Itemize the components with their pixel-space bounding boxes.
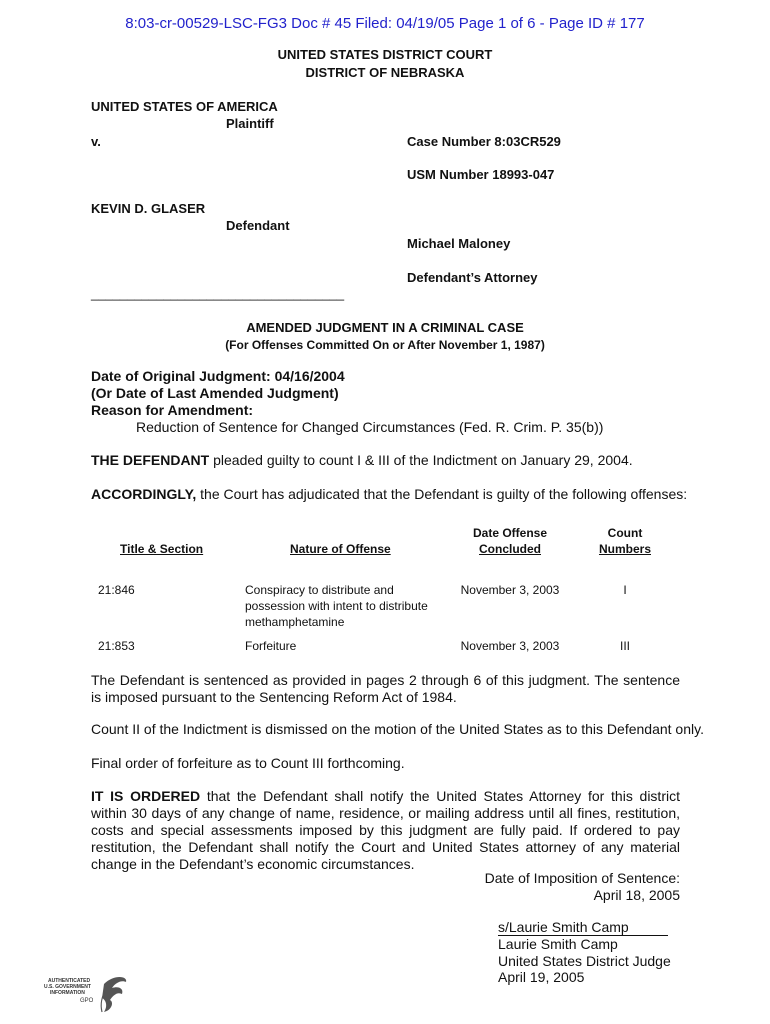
row-date: November 3, 2003 xyxy=(460,639,560,653)
defendant-role: Defendant xyxy=(226,218,290,233)
electronic-signature: s/Laurie Smith Camp xyxy=(498,919,668,936)
dismissed-paragraph: Count II of the Indictment is dismissed on the motion of the United States as to this Defendant only. xyxy=(91,721,704,737)
ecf-header: 8:03-cr-00529-LSC-FG3 Doc # 45 Filed: 04/19/05 Page 1 of 6 - Page ID # 177 xyxy=(125,15,645,32)
judge-name: Laurie Smith Camp xyxy=(498,936,618,952)
caption-rule: ___________________________________ xyxy=(91,286,345,301)
case-number: Case Number 8:03CR529 xyxy=(407,134,561,149)
attorney-role: Defendant’s Attorney xyxy=(407,270,538,285)
judgment-title: AMENDED JUDGMENT IN A CRIMINAL CASE xyxy=(246,320,524,335)
row-title-section: 21:846 xyxy=(98,583,135,597)
attorney-name: Michael Maloney xyxy=(407,236,511,251)
ordered-lead: IT IS ORDERED xyxy=(91,788,201,804)
plea-text: pleaded guilty to count I & III of the Indictment on January 29, 2004. xyxy=(209,452,633,468)
ordered-text: that the Defendant shall notify the United States Attorney for this district within 30 days of any change of name, residence, or mailing address until all fines, restitution, costs and special assessments imposed by this judgment are fully paid. If ordered to pay restitution, the Defendant shall notify the Court and United States attorney of any material change in the Defendant’s economic circumstances. xyxy=(91,788,680,872)
court-district: DISTRICT OF NEBRASKA xyxy=(305,65,465,80)
seal-line2: U.S. GOVERNMENT xyxy=(44,984,91,990)
ordered-paragraph xyxy=(91,788,680,873)
row-nature: Conspiracy to distribute and possession with intent to distribute methamphetamine xyxy=(245,583,428,629)
imposition-label: Date of Imposition of Sentence: xyxy=(484,870,680,886)
forfeiture-paragraph: Final order of forfeiture as to Count III forthcoming. xyxy=(91,755,405,771)
reason-label: Reason for Amendment: xyxy=(91,402,254,418)
header-count-line2: Numbers xyxy=(598,542,651,556)
reason-text: Reduction of Sentence for Changed Circumstances (Fed. R. Crim. P. 35(b)) xyxy=(136,419,604,435)
header-title-section: Title & Section xyxy=(120,542,204,556)
original-judgment-date: Date of Original Judgment: 04/16/2004 xyxy=(91,368,345,384)
row-nature: Forfeiture xyxy=(245,639,297,653)
row-count: III xyxy=(619,639,630,653)
row-date: November 3, 2003 xyxy=(460,583,560,597)
accordingly-lead: ACCORDINGLY, xyxy=(91,486,197,502)
plaintiff-name: UNITED STATES OF AMERICA xyxy=(91,99,278,114)
seal-line3: INFORMATION xyxy=(50,990,85,996)
header-nature: Nature of Offense xyxy=(290,542,391,556)
header-count-line1: Count xyxy=(607,526,643,540)
last-amended-judgment: (Or Date of Last Amended Judgment) xyxy=(91,385,339,401)
defendant-name: KEVIN D. GLASER xyxy=(91,201,206,216)
gpo-authentication-seal xyxy=(44,972,134,1016)
judgment-subtitle: (For Offenses Committed On or After November 1, 1987) xyxy=(225,338,545,352)
accordingly-paragraph xyxy=(91,486,687,502)
row-title-section: 21:853 xyxy=(98,639,135,653)
plea-paragraph xyxy=(91,452,633,468)
row-count: I xyxy=(623,583,627,597)
header-date-line2: Concluded xyxy=(479,542,541,556)
imposition-date: April 18, 2005 xyxy=(593,887,680,903)
usm-number: USM Number 18993-047 xyxy=(407,167,555,182)
versus: v. xyxy=(91,134,101,149)
judge-title: United States District Judge xyxy=(498,953,671,969)
sentenced-paragraph: The Defendant is sentenced as provided in pages 2 through 6 of this judgment. The sentence is imposed pursuant to the Sentencing Reform Act of 1984. xyxy=(91,672,680,705)
plea-lead: THE DEFENDANT xyxy=(91,452,210,468)
seal-line1: AUTHENTICATED xyxy=(48,978,91,984)
plaintiff-role: Plaintiff xyxy=(226,116,274,131)
header-date-line1: Date Offense xyxy=(472,526,548,540)
signature-date: April 19, 2005 xyxy=(498,969,585,985)
court-name: UNITED STATES DISTRICT COURT xyxy=(277,47,493,62)
seal-line4: GPO xyxy=(80,998,94,1004)
accordingly-text: the Court has adjudicated that the Defendant is guilty of the following offenses: xyxy=(196,486,688,502)
